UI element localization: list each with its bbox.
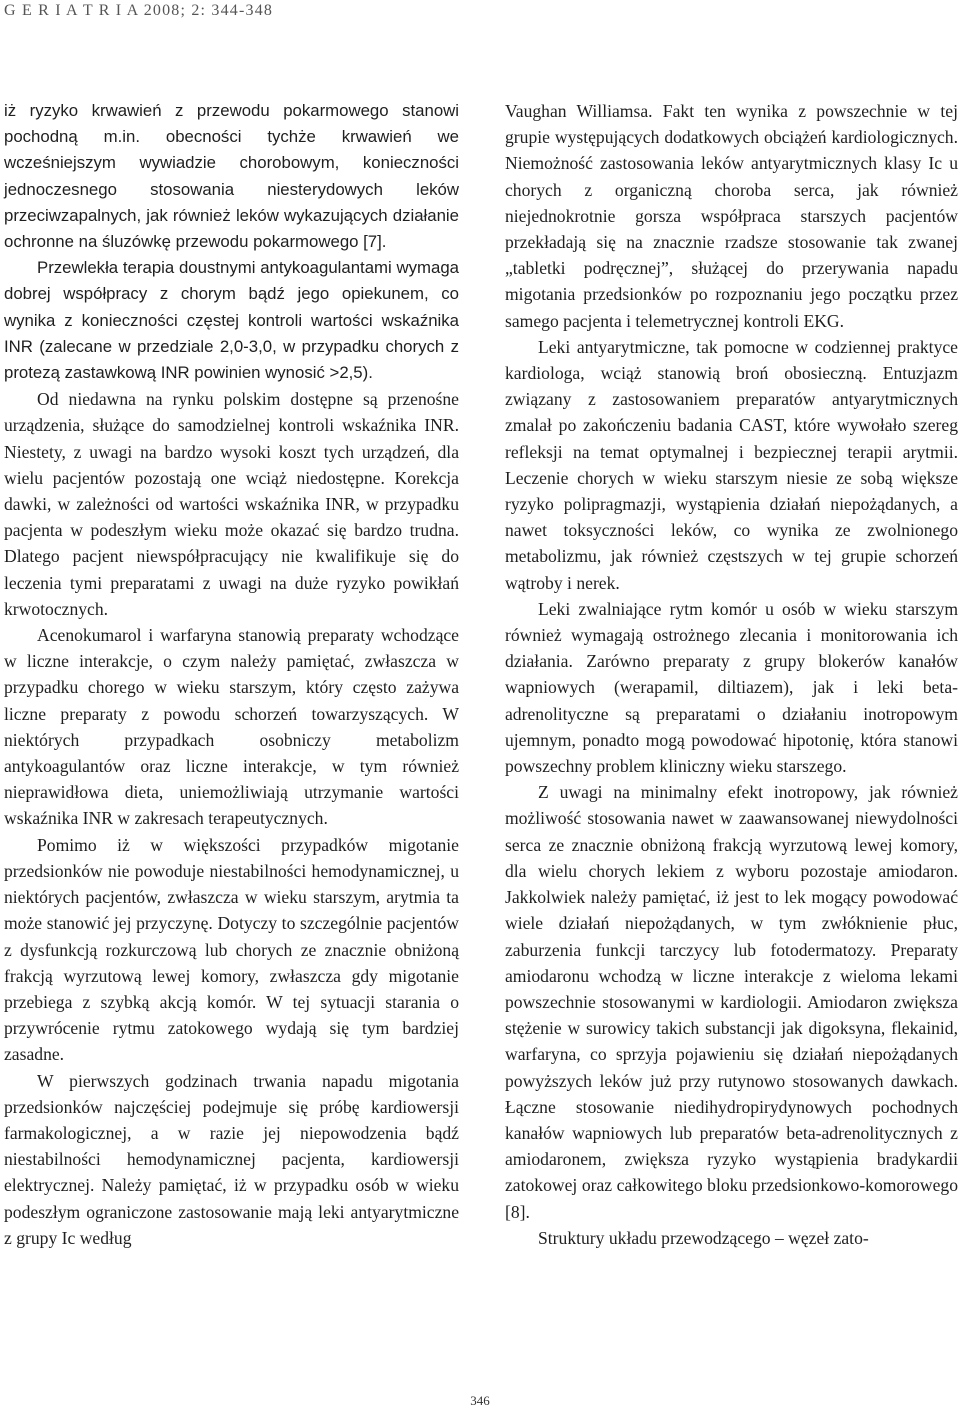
paragraph: Leki antyarytmiczne, tak pomocne w codziennej praktyce kardiologa, wciąż stanowią broń obosieczną. Entuzjazm związany z zastosowaniem preparatów antyarytmicznych zmalał po zakończeniu badania CAST, które wywołało szereg refleksji na temat optymalnej i bezpiecznej terapii arytmii. Leczenie chorych w wieku starszym niesie ze sobą większe ryzyko polipragmazji, wystąpienia działań niepożądanych, a nawet toksyczności leków, co wynika ze zwolnionego metabolizmu, jak również częstszych w tej grupie schorzeń wątroby i nerek. (505, 336, 958, 593)
paragraph: Od niedawna na rynku polskim dostępne są przenośne urządzenia, służące do samodzielnej kontroli wskaźnika INR. Niestety, z uwagi na bardzo wysoki koszt tych urządzeń, dla wielu pacjentów pozostają one wciąż niedostępne. Korekcja dawki, w zależności od wartości wskaźnika INR, w przypadku pacjenta w podeszłym wieku może okazać się bardzo trudna. Dlatego pacjent niewspółpracujący nie kwalifikuje się do leczenia tymi preparatami z uwagi na duże ryzyko powikłań krwotocznych. (4, 389, 459, 619)
paragraph: Vaughan Williamsa. Fakt ten wynika z powszechnie w tej grupie występujących dodatkowych obciążeń kardiologicznych. Niemożność zastosowania leków antyarytmicznych klasy Ic u chorych z organiczną choroba serca, jak również niejednokrotnie gorsza współpraca starszych pacjentów przekładają się na znacznie rzadsze stosowanie tak zwanej „tabletki podręcznej”, służącej do przerywania napadu migotania przedsionków po rozpoznaniu jego początku przez samego pacjenta i telemetrycznej kontroli EKG. (505, 101, 958, 331)
paragraph: W pierwszych godzinach trwania napadu migotania przedsionków najczęściej podejmuje się próbę kardiowersji farmakologicznej, a w razie jej niepowodzenia bądź niestabilności hemodynamicznej pacjenta, kardiowersji elektrycznej. Należy pamiętać, iż w przypadku osób w wieku podeszłym ograniczone zastosowanie mają leki antyarytmiczne z grupy Ic według (4, 1070, 459, 1248)
right-column (505, 98, 958, 1251)
running-head: G E R I A T R I A 2008; 2: 344-348 (4, 2, 274, 19)
paragraph: iż ryzyko krwawień z przewodu pokarmowego stanowi pochodną m.in. obecności tychże krwawień we wcześniejszym wywiadzie chorobowym, konieczności jednoczesnego stosowania niesterydowych leków przeciwzapalnych, jak również leków wykazujących działanie ochronne na śluzówkę przewodu pokarmowego [7]. (4, 101, 459, 252)
paragraph: Leki zwalniające rytm komór u osób w wieku starszym również wymagają ostrożnego zlecania i monitorowania ich działania. Zarówno preparaty z grupy blokerów kanałów wapniowych (werapamil, diltiazem), jak i leki beta-adrenolityczne są preparatami o działaniu inotropowym ujemnym, ponadto mogą powodować hipotonię, która stanowi powszechny problem kliniczny wieku starszego. (505, 598, 958, 777)
paragraph: Pomimo iż w większości przypadków migotanie przedsionków nie powoduje niestabilności hemodynamicznej, u niektórych pacjentów, zwłaszcza w wieku starszym, arytmia ta może stanowić jej przyczynę. Dotyczy to szczególnie pacjentów z dysfunkcją rozkurczową lub chorych ze znacznie obniżoną frakcją wyrzutową lewej komory, zwłaszcza gdy migotanie przebiega z szybką akcją komór. W tej sytuacji starania o przywrócenie rytmu zatokowego wydają się tym bardziej zasadne. (4, 834, 459, 1065)
page-number: 346 (470, 1393, 490, 1408)
paragraph: Przewlekła terapia doustnymi antykoagulantami wymaga dobrej współpracy z chorym bądź jego opiekunem, co wynika z konieczności częstej kontroli wartości wskaźnika INR (zalecane w przedziale 2,0-3,0, w przypadku chorych z protezą zastawkową INR powinien wynosić >2,5). (4, 258, 459, 383)
paragraph: Struktury układu przewodzącego – węzeł zato- (538, 1227, 869, 1248)
left-column (4, 98, 459, 1251)
paragraph: Z uwagi na minimalny efekt inotropowy, jak również możliwość stosowania nawet w zaawansowanej niewydolności serca ze znacznie obniżoną frakcją wyrzutową lewej komory, dla wielu chorych lekiem z wyboru pozostaje amiodaron. Jakkolwiek należy pamiętać, iż jest to lek mogący powodować wiele działań niepożądanych, w tym zwłóknienie płuc, zaburzenia funkcji tarczycy lub fotodermatozy. Preparaty amiodaronu wchodzą w liczne interakcje z wieloma lekami powszechnie stosowanymi w kardiologii. Amiodaron zwiększa stężenie w surowicy takich substancji jak digoksyna, flekainid, warfaryna, co sprzyja pojawieniu się działań niepożądanych powyższych leków już przy rutynowo stosowanych dawkach. Łączne stosowanie niedihydropirydynowych pochodnych kanałów wapniowych lub preparatów beta-adrenolitycznych z amiodaronem, zwiększa ryzyko wystąpienia bradykardii zatokowej oraz całkowitego bloku przedsionkowo-komorowego [8]. (505, 782, 958, 1222)
paragraph: Acenokumarol i warfaryna stanowią preparaty wchodzące w liczne interakcje, o czym należy pamiętać, zwłaszcza w przypadku chorego w wieku starszym, który często zażywa liczne preparaty z powodu schorzeń towarzyszących. W niektórych przypadkach osobniczy metabolizm antykoagulantów oraz liczne interakcje, w tym również nieprawidłowa dieta, uniemożliwiają utrzymanie wartości wskaźnika INR w zakresach terapeutycznych. (4, 625, 459, 829)
